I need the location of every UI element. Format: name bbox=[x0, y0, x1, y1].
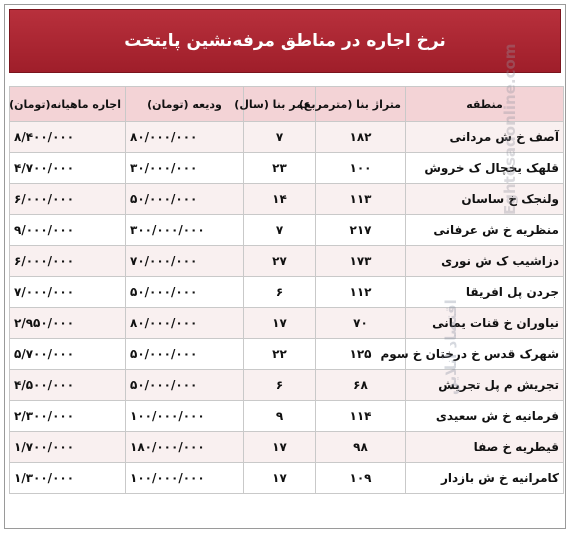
cell-region: ولنجک خ ساسان bbox=[406, 184, 564, 215]
table-row bbox=[10, 463, 564, 494]
cell-deposit: ۸۰/۰۰۰/۰۰۰ bbox=[126, 308, 244, 339]
cell-area: ۶۸ bbox=[316, 370, 406, 401]
cell-age: ۱۴ bbox=[244, 184, 316, 215]
cell-deposit: ۸۰/۰۰۰/۰۰۰ bbox=[126, 122, 244, 153]
cell-region: تجریش م پل تجریش bbox=[406, 370, 564, 401]
rent-table bbox=[9, 86, 564, 494]
cell-region: جردن پل افریقا bbox=[406, 277, 564, 308]
cell-area: ۱۲۵ bbox=[316, 339, 406, 370]
table-body bbox=[10, 122, 564, 494]
cell-age: ۶ bbox=[244, 370, 316, 401]
cell-deposit: ۵۰/۰۰۰/۰۰۰ bbox=[126, 370, 244, 401]
cell-deposit: ۱۰۰/۰۰۰/۰۰۰ bbox=[126, 463, 244, 494]
cell-deposit: ۳۰۰/۰۰۰/۰۰۰ bbox=[126, 215, 244, 246]
cell-age: ۲۳ bbox=[244, 153, 316, 184]
cell-rent: ۱/۳۰۰/۰۰۰ bbox=[10, 463, 126, 494]
table-row bbox=[10, 184, 564, 215]
table-row bbox=[10, 339, 564, 370]
cell-area: ۲۱۷ bbox=[316, 215, 406, 246]
table-row bbox=[10, 215, 564, 246]
table-row bbox=[10, 401, 564, 432]
cell-region: منظریه خ ش عرفانی bbox=[406, 215, 564, 246]
cell-rent: ۵/۷۰۰/۰۰۰ bbox=[10, 339, 126, 370]
cell-deposit: ۱۸۰/۰۰۰/۰۰۰ bbox=[126, 432, 244, 463]
cell-rent: ۲/۹۵۰/۰۰۰ bbox=[10, 308, 126, 339]
header-rent: اجاره ماهیانه(تومان) bbox=[10, 87, 126, 122]
header-age: عمر بنا (سال) bbox=[244, 87, 316, 122]
cell-age: ۷ bbox=[244, 122, 316, 153]
cell-area: ۱۷۳ bbox=[316, 246, 406, 277]
cell-rent: ۷/۰۰۰/۰۰۰ bbox=[10, 277, 126, 308]
cell-area: ۹۸ bbox=[316, 432, 406, 463]
cell-area: ۱۱۳ bbox=[316, 184, 406, 215]
table-header-row bbox=[10, 87, 564, 122]
cell-age: ۶ bbox=[244, 277, 316, 308]
cell-region: قیطریه خ صفا bbox=[406, 432, 564, 463]
table-row bbox=[10, 432, 564, 463]
header-region: منطقه bbox=[406, 87, 564, 122]
cell-region: آصف خ ش مردانی bbox=[406, 122, 564, 153]
page-frame bbox=[4, 4, 566, 529]
cell-age: ۱۷ bbox=[244, 463, 316, 494]
cell-rent: ۶/۰۰۰/۰۰۰ bbox=[10, 246, 126, 277]
cell-rent: ۶/۰۰۰/۰۰۰ bbox=[10, 184, 126, 215]
cell-region: فرمانیه خ ش سعیدی bbox=[406, 401, 564, 432]
cell-area: ۱۰۹ bbox=[316, 463, 406, 494]
header-area: متراژ بنا (مترمربع) bbox=[316, 87, 406, 122]
cell-area: ۱۸۲ bbox=[316, 122, 406, 153]
cell-area: ۷۰ bbox=[316, 308, 406, 339]
cell-rent: ۴/۵۰۰/۰۰۰ bbox=[10, 370, 126, 401]
cell-deposit: ۵۰/۰۰۰/۰۰۰ bbox=[126, 339, 244, 370]
cell-deposit: ۷۰/۰۰۰/۰۰۰ bbox=[126, 246, 244, 277]
cell-rent: ۹/۰۰۰/۰۰۰ bbox=[10, 215, 126, 246]
cell-area: ۱۱۴ bbox=[316, 401, 406, 432]
cell-age: ۱۷ bbox=[244, 308, 316, 339]
cell-rent: ۱/۷۰۰/۰۰۰ bbox=[10, 432, 126, 463]
cell-rent: ۴/۷۰۰/۰۰۰ bbox=[10, 153, 126, 184]
cell-deposit: ۵۰/۰۰۰/۰۰۰ bbox=[126, 277, 244, 308]
cell-age: ۹ bbox=[244, 401, 316, 432]
cell-deposit: ۳۰/۰۰۰/۰۰۰ bbox=[126, 153, 244, 184]
table-row bbox=[10, 246, 564, 277]
cell-rent: ۸/۴۰۰/۰۰۰ bbox=[10, 122, 126, 153]
header-deposit: ودیعه (تومان) bbox=[126, 87, 244, 122]
cell-region: شهرک قدس خ درختان خ سوم bbox=[406, 339, 564, 370]
cell-age: ۷ bbox=[244, 215, 316, 246]
cell-age: ۲۷ bbox=[244, 246, 316, 277]
cell-region: کامرانیه خ ش بازدار bbox=[406, 463, 564, 494]
cell-region: دزاشیب ک ش نوری bbox=[406, 246, 564, 277]
table-row bbox=[10, 122, 564, 153]
table-row bbox=[10, 153, 564, 184]
cell-age: ۲۲ bbox=[244, 339, 316, 370]
watermark: Eghtesadonline.com bbox=[501, 43, 519, 215]
cell-age: ۱۷ bbox=[244, 432, 316, 463]
table-row bbox=[10, 370, 564, 401]
table-row bbox=[10, 308, 564, 339]
cell-deposit: ۵۰/۰۰۰/۰۰۰ bbox=[126, 184, 244, 215]
cell-deposit: ۱۰۰/۰۰۰/۰۰۰ bbox=[126, 401, 244, 432]
title-bar bbox=[9, 9, 561, 73]
cell-rent: ۲/۳۰۰/۰۰۰ bbox=[10, 401, 126, 432]
cell-area: ۱۰۰ bbox=[316, 153, 406, 184]
cell-area: ۱۱۲ bbox=[316, 277, 406, 308]
watermark-fa: اقتصاد آنلاین bbox=[442, 299, 460, 395]
table-row bbox=[10, 277, 564, 308]
page-title: نرخ اجاره در مناطق مرفه‌نشین پایتخت bbox=[124, 31, 446, 51]
cell-region: نیاوران خ قنات یمانی bbox=[406, 308, 564, 339]
cell-region: قلهک یخچال ک خروش bbox=[406, 153, 564, 184]
